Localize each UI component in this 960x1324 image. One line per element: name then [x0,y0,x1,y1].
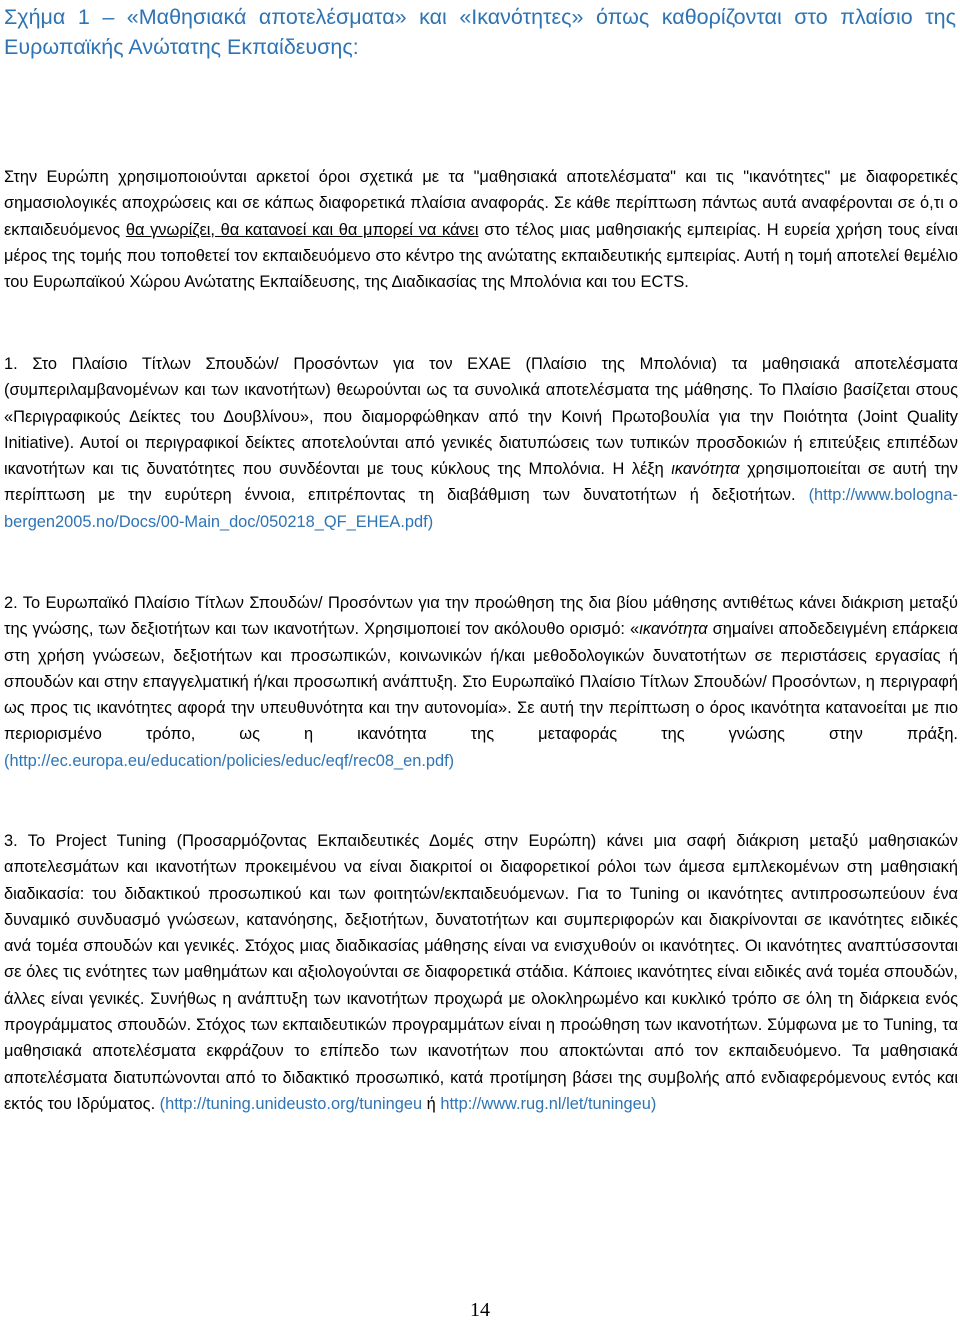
bologna-framework-paragraph [4,351,958,535]
intro-text-1: Στην Ευρώπη χρησιμοποιούνται αρκετοί όροι σχετικά με τα "μαθησιακά αποτελέσματα" και τις "ικανότητες" με διαφορετικές σημασιολογικές αποχρώσεις και σε κάπως διαφορετικά πλαίσια αναφοράς. Σε κάθε περίπτωση πάντως αυτά αναφέρονται σε ό,τι ο εκπαιδευόμενος [4,168,958,239]
figure-title: Σχήμα 1 – «Μαθησιακά αποτελέσματα» και «Ικανότητες» όπως καθορίζονται στο πλαίσιο της Ευρωπαϊκής Ανώτατης Εκπαίδευσης: [4,5,956,59]
para2-text-2: σημαίνει αποδεδειγμένη επάρκεια στη χρήση γνώσεων, δεξιοτήτων και προσωπικών, κοινωνικών ή/και μεθοδολογικών δυνατοτήτων σε περιστάσεις εργασίας ή σπουδών και στην επαγγελματική ή/και προσωπική ανάπτυξη. Στο Ευρωπαϊκό Πλαίσιο Τίτλων Σπουδών/ Προσόντων, η περιγραφή ως προς τις ικανότητες αφορά την υπευθυνότητα και την αυτονομία». Σε αυτή την περίπτωση ο όρος ικανότητα κατανοείται με πιο περιορισμένο τρόπο, ως η ικανότητα της μεταφοράς της γνώσης στην πράξη. [4,620,958,744]
page-number: 14 [470,1299,490,1321]
eqf-paragraph [4,590,958,774]
intro-text-2: στο τέλος μιας μαθησιακής εμπειρίας. Η ευρεία χρήση τους είναι μέρος της τομής που τοποθετεί τον εκπαιδευόμενο στο κέντρο της ανώτατης εκπαιδευτικής εμπειρίας. Αυτή η τομή αποτελεί θεμέλιο του Ευρωπαϊκού Χώρου Ανώτατης Εκπαίδευσης, της Διαδικασίας της Μπολόνια και του ECTS. [4,220,959,292]
para1-italic: ικανότητα [671,460,740,479]
para2-text-1: 2. Το Ευρωπαϊκό Πλαίσιο Τίτλων Σπουδών/ Προσόντων για την προώθηση της δια βίου μάθησης αντιθέτως κάνει διάκριση μεταξύ της γνώσης, των δεξιοτήτων και των ικανοτήτων. Χρησιμοποιεί τον ακόλουθο ορισμό: « [4,594,958,639]
intro-paragraph [4,164,958,295]
bologna-link[interactable]: (http://www.bologna-bergen2005.no/Docs/00-Main_doc/050218_QF_EHEA.pdf) [4,486,958,531]
intro-underlined-text: θα γνωρίζει, θα κατανοεί και θα μπορεί να κάνει [125,220,479,239]
tuning-link-1[interactable]: (http://tuning.unideusto.org/tuningeu [159,1094,423,1113]
eqf-link[interactable]: (http://ec.europa.eu/education/policies/educ/eqf/rec08_en.pdf) [4,751,455,770]
tuning-link-2[interactable]: http://www.rug.nl/let/tuningeu) [440,1094,657,1113]
para3-text-1: 3. Το Project Tuning (Προσαρμόζοντας Εκπαιδευτικές Δομές στην Ευρώπη) κάνει μια σαφή διάκριση μεταξύ μαθησιακών αποτελεσμάτων και ικανοτήτων προκειμένου να είναι διακριτοί οι διαφορετικοί ρόλοι των άμεσα εμπλεκομένων στη μαθησιακή διαδικασία: του διδακτικού προσωπικού και των φοιτητών/εκπαιδευόμενων. Για το Tuning οι ικανότητες αντιπροσωπεύουν ένα δυναμικό συνδυασμό γνώσεων, κατανόησης, δεξιοτήτων, δυνατοτήτων και συμπεριφορών και διακρίνονται σε ικανότητες ειδικές ανά τομέα σπουδών και γενικές. Στόχος μιας διαδικασίας μάθησης είναι να ενισχυθούν οι ικανότητες. Οι ικανότητες αναπτύσσονται σε όλες τις ενότητες των μαθημάτων και αξιολογούνται σε διαφορετικά στάδια. Κάποιες ικανότητες είναι ειδικές ανά τομέα σπουδών, άλλες είναι γενικές. Συνήθως η ανάπτυξη των ικανοτήτων προχωρά με ολοκληρωμένο και κυκλικό τρόπο σε όλη τη διάρκεια ενός προγράμματος σπουδών. Στόχος των εκπαιδευτικών προγραμμάτων είναι η προώθηση των ικανοτήτων. Σύμφωνα με το Tuning, τα μαθησιακά αποτελέσματα εκφράζουν το επίπεδο των ικανοτήτων που αποκτώνται από τον εκπαιδευόμενο. Τα μαθησιακά αποτελέσματα διατυπώνονται από το διδακτικό προσωπικό, κατά προτίμηση βάσει της συμβολής από ενδιαφερόμενους εντός και εκτός του Ιδρύματος. [4,832,958,1113]
para1-text-2: χρησιμοποιείται σε αυτή την περίπτωση με την ευρύτερη έννοια, επιτρέποντας τη διαβάθμιση των δυνατοτήτων ή δεξιοτήτων. [4,460,958,505]
para2-italic: ικανότητα [639,620,708,639]
para1-text-1: 1. Στο Πλαίσιο Τίτλων Σπουδών/ Προσόντων για τον ΕΧΑΕ (Πλαίσιο της Μπολόνια) τα μαθησιακά αποτελέσματα (συμπεριλαμβανομένων και των ικανοτήτων) θεωρούνται ως τα συνολικά αποτελέσματα της μάθησης. Το Πλαίσιο βασίζεται στους «Περιγραφικούς Δείκτες του Δουβλίνου», που διαμορφώθηκαν από την Κοινή Πρωτοβουλία για την Ποιότητα (Joint Quality Initiative). Αυτοί οι περιγραφικοί δείκτες αποτελούνται από γενικές διατυπώσεις των τυπικών προσδοκιών ή επιτεύξεις επιπέδων ικανοτήτων και τις δυνατότητες που συνδέονται με τους κύκλους της Μπολόνια. Η λέξη [4,355,958,479]
para3-or: ή [422,1094,441,1113]
tuning-paragraph [4,828,958,1117]
